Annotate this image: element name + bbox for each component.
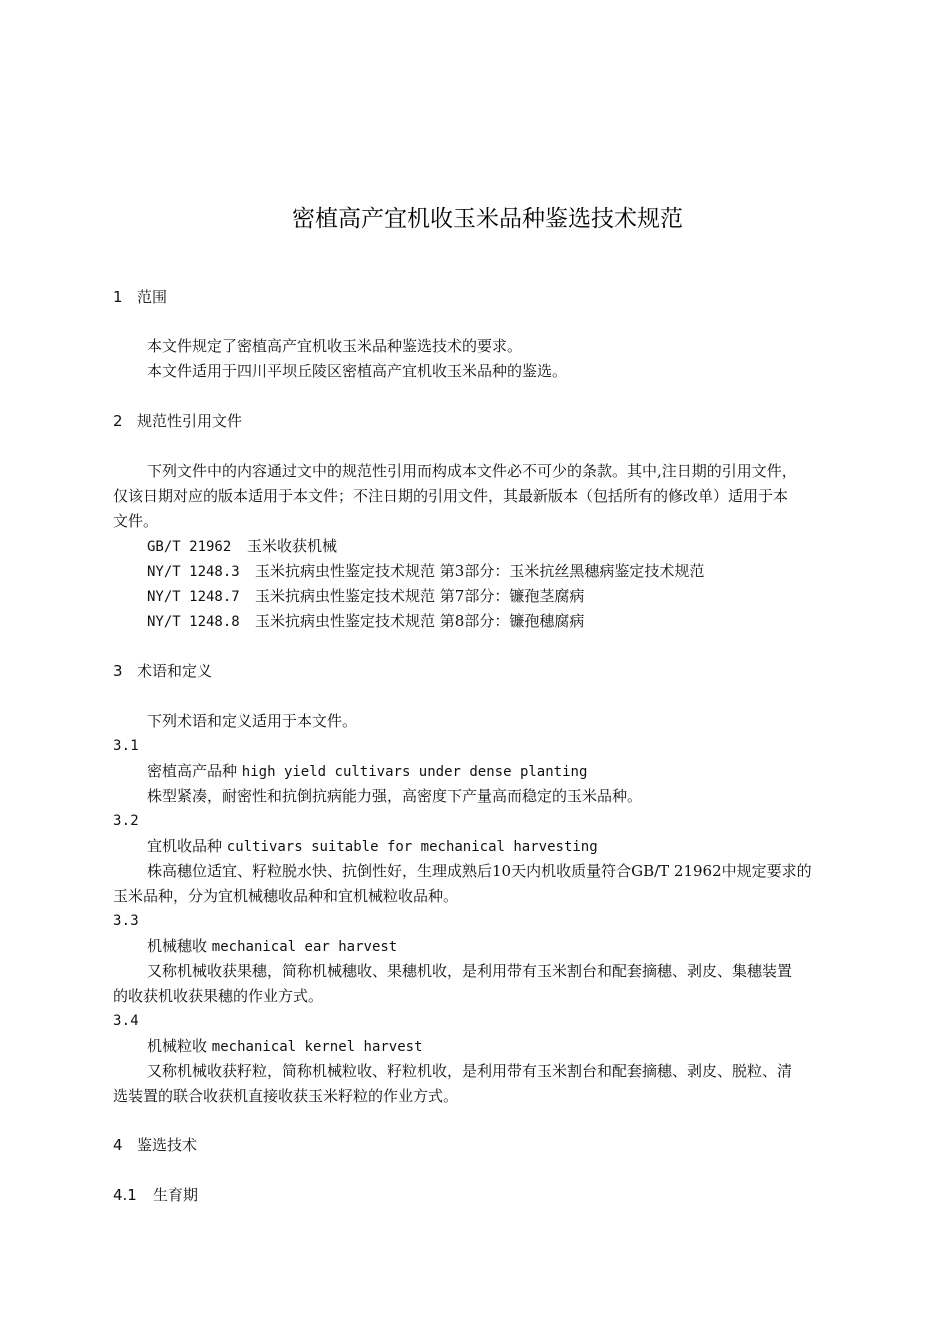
section-number: 2 [113, 412, 123, 430]
term-number: 3.2 [113, 813, 139, 829]
term-zh: 密植高产品种 [147, 762, 238, 780]
reference-item [147, 584, 584, 609]
term-definition: 选装置的联合收获机直接收获玉米籽粒的作业方式。 [113, 1087, 459, 1105]
paragraph: 本文件适用于四川平坝丘陵区密植高产宜机收玉米品种的鉴选。 [147, 362, 568, 380]
term-zh: 机械穗收 [147, 937, 208, 955]
term-definition: 的收获机收获果穗的作业方式。 [113, 987, 324, 1005]
section-title: 范围 [137, 288, 168, 306]
paragraph: 下列术语和定义适用于本文件。 [147, 712, 358, 730]
reference-item [147, 609, 584, 634]
paragraph-line: 文件。 [113, 512, 159, 530]
section-title: 生育期 [153, 1186, 199, 1204]
term-en: cultivars suitable for mechanical harvesting [226, 839, 598, 855]
paragraph: 本文件规定了密植高产宜机收玉米品种鉴选技术的要求。 [147, 337, 523, 355]
page-title: 密植高产宜机收玉米品种鉴选技术规范 [292, 206, 683, 232]
reference-code: NY/T 1248.7 [147, 589, 240, 605]
reference-code: NY/T 1248.3 [147, 564, 240, 580]
section-title: 规范性引用文件 [137, 412, 243, 430]
section-number: 4.1 [113, 1186, 137, 1204]
term-definition: 又称机械收获果穗，简称机械穗收、果穗机收，是利用带有玉米割台和配套摘穗、剥皮、集穗装置 [147, 962, 793, 980]
paragraph-line: 仅该日期对应的版本适用于本文件；不注日期的引用文件，其最新版本（包括所有的修改单）适用于本 [113, 487, 789, 505]
section-2-heading [113, 409, 242, 433]
section-3-heading [113, 659, 212, 683]
term-heading [147, 934, 397, 959]
term-en: mechanical ear harvest [211, 939, 398, 955]
term-definition: 又称机械收获籽粒，简称机械粒收、籽粒机收，是利用带有玉米割台和配套摘穗、剥皮、脱粒、清 [147, 1062, 793, 1080]
reference-title: 玉米抗病虫性鉴定技术规范 第7部分：镰孢茎腐病 [255, 587, 585, 605]
reference-code: NY/T 1248.8 [147, 614, 240, 630]
term-number: 3.3 [113, 913, 139, 929]
reference-title: 玉米抗病虫性鉴定技术规范 第8部分：镰孢穗腐病 [255, 612, 585, 630]
reference-item [147, 534, 337, 559]
subsection-4-1-heading [113, 1183, 198, 1207]
reference-title: 玉米收获机械 [247, 537, 338, 555]
term-en: high yield cultivars under dense planting [241, 764, 588, 780]
term-definition: 玉米品种，分为宜机械穗收品种和宜机械粒收品种。 [113, 887, 459, 905]
term-heading [147, 759, 587, 784]
section-number: 3 [113, 662, 123, 680]
section-number: 4 [113, 1136, 123, 1154]
term-zh: 机械粒收 [147, 1037, 208, 1055]
term-heading [147, 1034, 423, 1059]
reference-item [147, 559, 704, 584]
term-number: 3.4 [113, 1013, 139, 1029]
term-number: 3.1 [113, 738, 139, 754]
term-definition: 株型紧凑，耐密性和抗倒抗病能力强，高密度下产量高而稳定的玉米品种。 [147, 787, 643, 805]
term-definition: 株高穗位适宜、籽粒脱水快、抗倒性好，生理成熟后10天内机收质量符合GB/T 21962中规定要求的 [147, 862, 812, 880]
section-number: 1 [113, 288, 123, 306]
term-zh: 宜机收品种 [147, 837, 223, 855]
section-4-heading [113, 1133, 197, 1157]
term-en: mechanical kernel harvest [211, 1039, 423, 1055]
reference-code: GB/T 21962 [147, 539, 232, 555]
section-1-heading [113, 285, 167, 309]
reference-title: 玉米抗病虫性鉴定技术规范 第3部分：玉米抗丝黑穗病鉴定技术规范 [255, 562, 705, 580]
paragraph-line: 下列文件中的内容通过文中的规范性引用而构成本文件必不可少的条款。其中,注日期的引用文件， [147, 462, 797, 480]
section-title: 鉴选技术 [137, 1136, 198, 1154]
term-heading [147, 834, 598, 859]
section-title: 术语和定义 [137, 662, 213, 680]
